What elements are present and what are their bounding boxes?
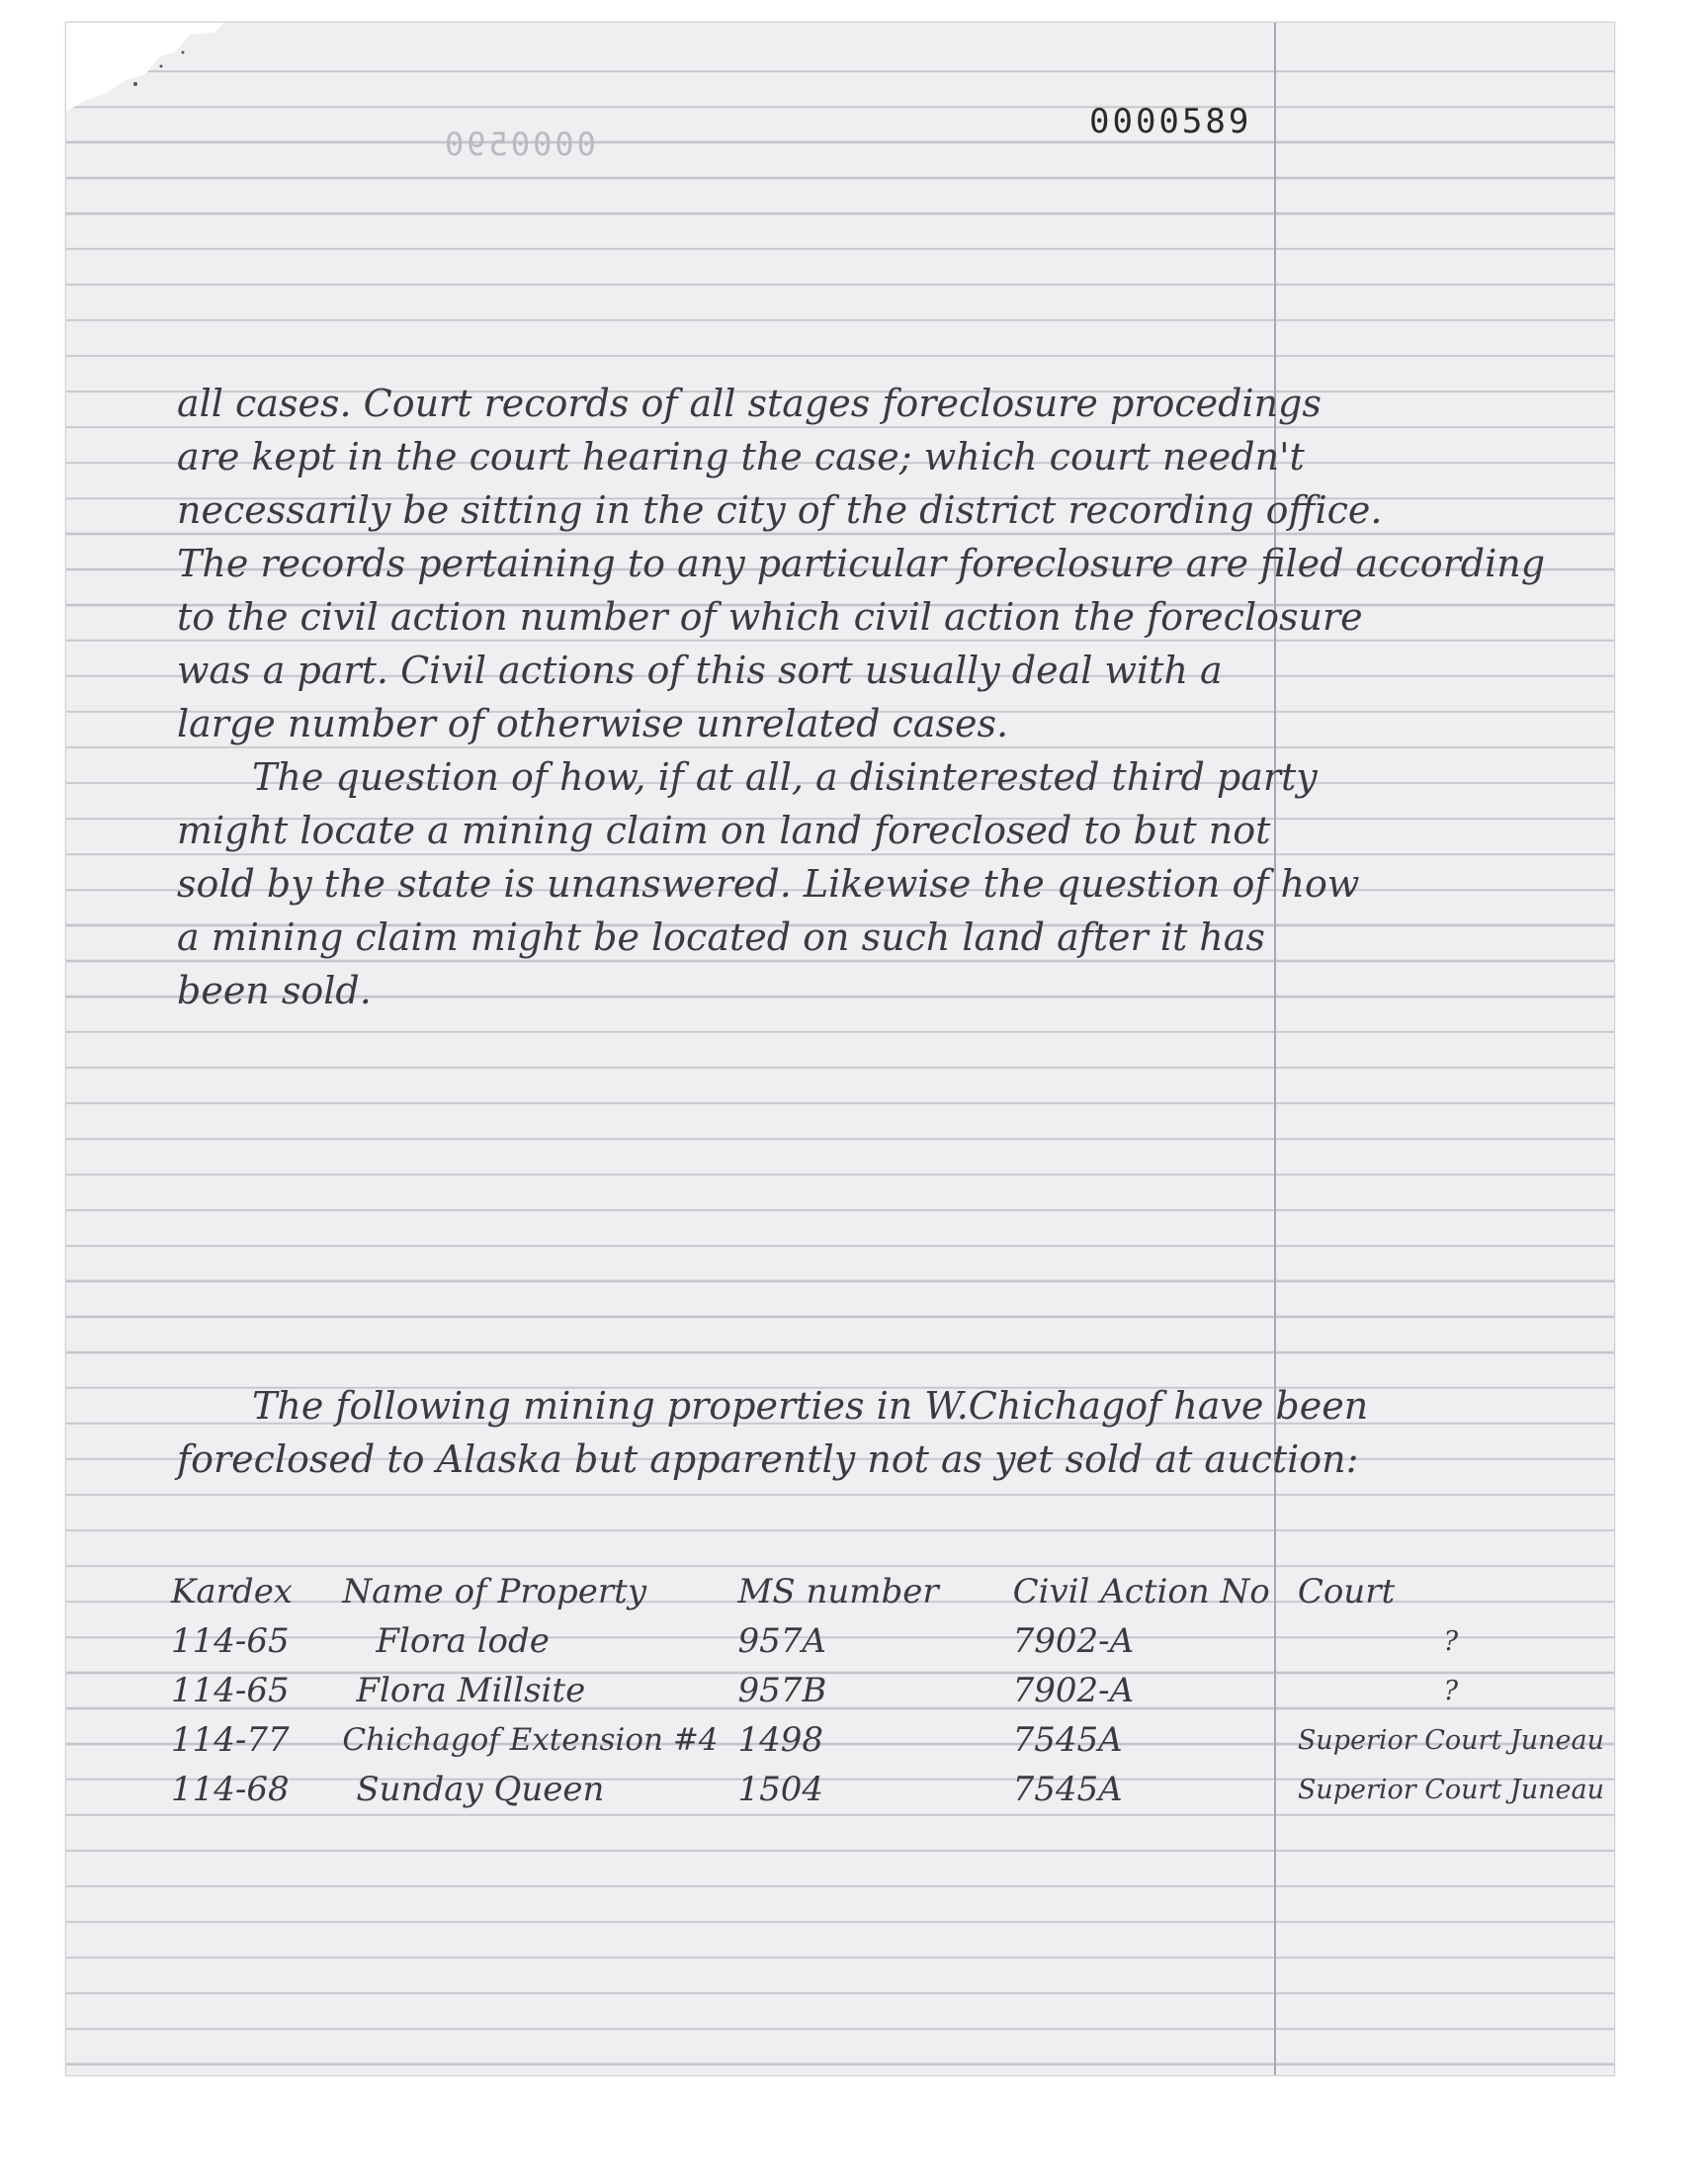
table-row — [161, 1666, 1614, 1715]
table-row — [161, 1765, 1614, 1814]
cell-court: ? — [1443, 1675, 1459, 1706]
cell-ms-number: 1504 — [737, 1770, 824, 1809]
torn-corner — [66, 23, 224, 112]
text-line: foreclosed to Alaska but apparently not as yet sold at auction: — [177, 1437, 1359, 1481]
text-line: been sold. — [177, 969, 372, 1012]
cell-civil-action: 7902-A — [1012, 1621, 1135, 1661]
cell-kardex: 114-68 — [171, 1770, 290, 1809]
cell-ms-number: 957B — [737, 1671, 827, 1710]
text-line: necessarily be sitting in the city of the district recording office. — [177, 488, 1383, 532]
column-header-court: Court — [1297, 1572, 1396, 1611]
cell-court: Superior Court Juneau — [1297, 1724, 1604, 1756]
text-line: sold by the state is unanswered. Likewise the question of how — [177, 862, 1360, 906]
bleed-through-number: 0000590 — [442, 126, 596, 163]
cell-ms-number: 1498 — [737, 1720, 824, 1760]
table-header-row — [161, 1567, 1614, 1616]
text-line: a mining claim might be located on such land after it has — [177, 915, 1265, 959]
table-row — [161, 1616, 1614, 1666]
mining-properties-table — [161, 1567, 1614, 1814]
column-header-name: Name of Property — [342, 1572, 647, 1611]
column-header-ms-number: MS number — [737, 1572, 939, 1611]
document-number-stamp: 0000589 — [1089, 102, 1252, 141]
cell-civil-action: 7545A — [1012, 1720, 1123, 1760]
text-line: The following mining properties in W.Chichagof have been — [252, 1384, 1369, 1428]
column-header-civil-action: Civil Action No — [1012, 1572, 1270, 1611]
cell-ms-number: 957A — [737, 1621, 826, 1661]
cell-name: Chichagof Extension #4 — [342, 1722, 719, 1758]
text-line: might locate a mining claim on land foreclosed to but not — [177, 809, 1271, 852]
cell-kardex: 114-65 — [171, 1621, 290, 1661]
text-line: are kept in the court hearing the case; which court needn't — [177, 435, 1305, 478]
text-line: was a part. Civil actions of this sort usually deal with a — [177, 649, 1223, 692]
paragraph-foreclosure-records — [177, 377, 1545, 1017]
text-line: The question of how, if at all, a disinterested third party — [252, 755, 1318, 799]
cell-court: ? — [1443, 1625, 1459, 1657]
column-header-kardex: Kardex — [171, 1572, 293, 1611]
cell-court: Superior Court Juneau — [1297, 1774, 1604, 1805]
text-line: large number of otherwise unrelated cases. — [177, 702, 1009, 745]
cell-name: Flora lode — [376, 1621, 550, 1661]
text-line: The records pertaining to any particular foreclosure are filed according — [177, 542, 1546, 585]
cell-name: Sunday Queen — [356, 1770, 605, 1809]
cell-name: Flora Millsite — [356, 1671, 586, 1710]
cell-civil-action: 7545A — [1012, 1770, 1123, 1809]
table-row — [161, 1715, 1614, 1765]
notebook-page — [65, 22, 1615, 2076]
cell-kardex: 114-65 — [171, 1671, 290, 1710]
text-line: to the civil action number of which civil action the foreclosure — [177, 595, 1363, 639]
paragraph-properties-intro — [177, 1379, 1368, 1486]
cell-kardex: 114-77 — [171, 1720, 290, 1760]
text-line: all cases. Court records of all stages foreclosure procedings — [177, 382, 1322, 425]
cell-civil-action: 7902-A — [1012, 1671, 1135, 1710]
